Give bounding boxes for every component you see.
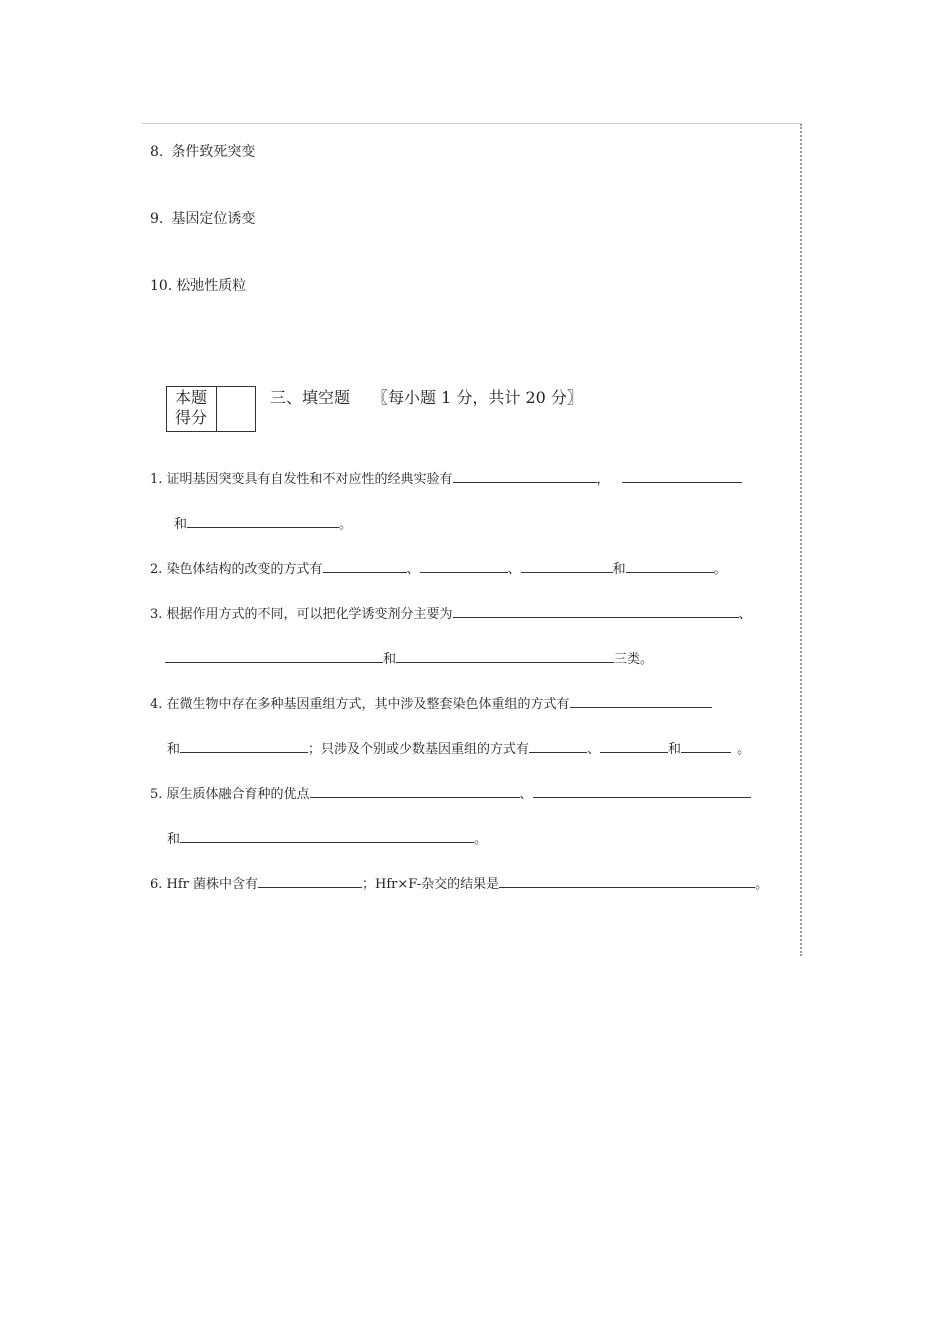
question-text: 2. 染色体结构的改变的方式有 — [150, 562, 323, 577]
answer-blank[interactable] — [396, 650, 614, 663]
score-box-label — [167, 387, 217, 431]
answer-blank[interactable] — [533, 785, 751, 798]
section-scoring-rule: 〖每小题 1 分，共计 20 分〗 — [372, 388, 583, 407]
separator: 、 — [406, 562, 420, 577]
term-text: 条件致死突变 — [171, 144, 256, 160]
question-4-line2 — [167, 740, 750, 758]
question-text: 和 — [383, 652, 397, 667]
answer-blank[interactable] — [521, 560, 613, 573]
question-3-line1 — [150, 605, 752, 623]
answer-blank[interactable] — [258, 875, 362, 888]
question-text: 和 — [167, 742, 181, 757]
question-text: 和 — [612, 562, 626, 577]
answer-blank[interactable] — [499, 875, 755, 888]
end-mark: 。 — [713, 562, 727, 577]
question-5-line2 — [167, 830, 487, 848]
question-1-line1 — [150, 470, 742, 488]
end-mark: 。 — [755, 877, 769, 892]
question-2 — [150, 560, 727, 578]
term-item-8 — [150, 144, 255, 160]
end-mark: 。 — [474, 832, 488, 847]
term-item-9 — [150, 211, 255, 227]
score-box — [166, 386, 256, 432]
answer-blank[interactable] — [323, 560, 407, 573]
score-label-line1: 本题 — [175, 388, 208, 407]
end-mark: 三类。 — [614, 652, 654, 667]
term-number: 9. — [150, 211, 164, 227]
question-5-line1 — [150, 785, 751, 803]
score-label-line2: 得分 — [175, 408, 208, 427]
answer-blank[interactable] — [165, 650, 383, 663]
answer-blank[interactable] — [180, 740, 308, 753]
question-text: ；Hfr×F-杂交的结果是 — [362, 877, 500, 892]
end-mark: 。 — [339, 517, 353, 532]
question-6 — [150, 875, 768, 893]
question-text: 4. 在微生物中存在多种基因重组方式，其中涉及整套染色体重组的方式有 — [150, 697, 570, 712]
answer-blank[interactable] — [420, 560, 508, 573]
separator: 、 — [587, 742, 601, 757]
top-page-rule — [142, 123, 802, 124]
answer-blank[interactable] — [187, 515, 339, 528]
term-number: 10. — [150, 278, 173, 294]
question-text: 6. Hfr 菌株中含有 — [150, 877, 259, 892]
answer-blank[interactable] — [453, 605, 739, 618]
separator: 、 — [519, 787, 533, 802]
answer-blank[interactable] — [681, 740, 731, 753]
question-text: 5. 原生质体融合育种的优点 — [150, 787, 310, 802]
separator: ， — [596, 472, 610, 487]
answer-blank[interactable] — [529, 740, 587, 753]
answer-blank[interactable] — [180, 830, 474, 843]
separator: 、 — [738, 607, 752, 622]
question-4-line1 — [150, 695, 712, 713]
question-text: 1. 证明基因突变具有自发性和不对应性的经典实验有 — [150, 472, 453, 487]
separator: 、 — [507, 562, 521, 577]
section-heading: 三、填空题 — [270, 388, 351, 407]
section-title — [270, 388, 583, 408]
answer-blank[interactable] — [570, 695, 712, 708]
answer-blank[interactable] — [600, 740, 668, 753]
question-1-line2 — [174, 515, 352, 533]
score-entry-cell[interactable] — [217, 387, 255, 431]
term-number: 8. — [150, 144, 164, 160]
question-text: 3. 根据作用方式的不同，可以把化学诱变剂分主要为 — [150, 607, 453, 622]
question-text: 和 — [167, 832, 181, 847]
question-text: 和 — [668, 742, 682, 757]
question-text: 和 — [174, 517, 188, 532]
answer-blank[interactable] — [626, 560, 714, 573]
question-text: ；只涉及个别或少数基因重组的方式有 — [308, 742, 530, 757]
end-mark: 。 — [737, 742, 751, 757]
answer-blank[interactable] — [453, 470, 597, 483]
right-dotted-border — [800, 124, 802, 956]
term-text: 松弛性质粒 — [176, 278, 247, 294]
answer-blank[interactable] — [622, 470, 742, 483]
answer-blank[interactable] — [310, 785, 520, 798]
question-3-line2 — [165, 650, 653, 668]
term-text: 基因定位诱变 — [171, 211, 256, 227]
term-item-10 — [150, 278, 246, 294]
